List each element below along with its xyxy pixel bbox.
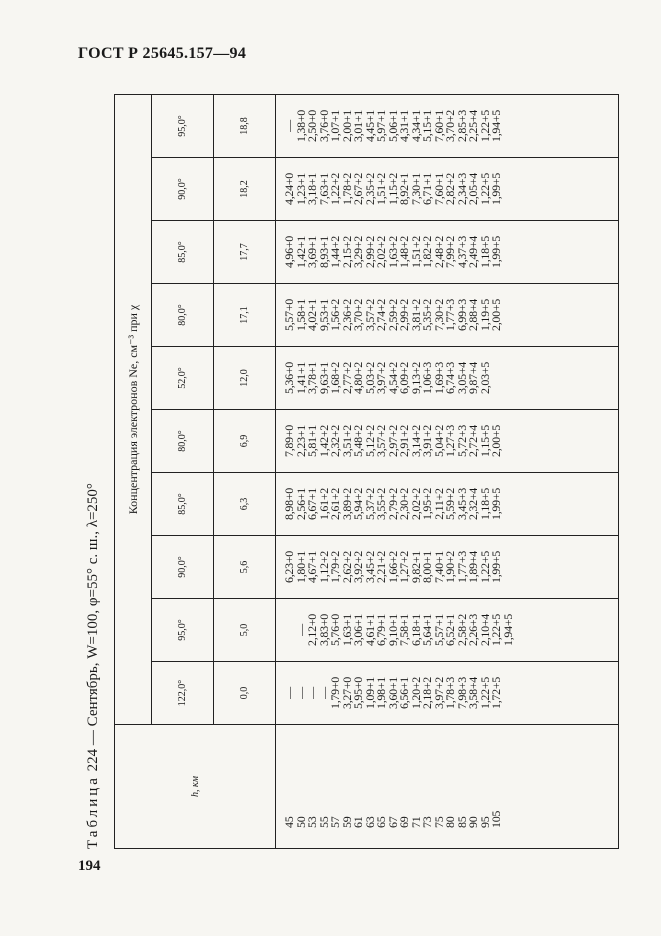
concentration-value: 4,45+1 [362, 110, 377, 142]
h-value: 61 [351, 816, 365, 828]
concentration-value: 4,54+2 [385, 362, 400, 394]
h-value: 80 [443, 816, 457, 828]
concentration-value: 4,61+1 [362, 614, 377, 646]
concentration-value: 2,21+2 [374, 551, 388, 583]
concentration-value: 5,12+2 [362, 425, 377, 457]
concentration-value: 1,72+5 [489, 677, 503, 709]
concentration-value: 6,18+1 [408, 614, 423, 646]
concentration-value: 7,60+1 [431, 173, 446, 205]
concentration-value: 2,79+2 [385, 488, 400, 520]
concentration-value: 7,30+1 [408, 173, 423, 205]
concentration-value: 8,98+0 [282, 488, 296, 520]
data-column [276, 158, 619, 221]
concentration-value: 4,24+0 [282, 173, 296, 205]
concentration-value: 3,97+2 [374, 362, 388, 394]
concentration-value: 2,02+2 [374, 236, 388, 268]
concentration-value: 5,94+2 [351, 488, 365, 520]
time-header: 12,0 [214, 347, 276, 410]
concentration-value: 3,18+1 [305, 173, 319, 205]
concentration-value: 1,63+1 [339, 614, 354, 646]
concentration-value: 1,20+2 [408, 677, 423, 709]
time-header: 18,8 [214, 94, 276, 157]
concentration-value: 1,27+2 [397, 551, 411, 583]
concentration-value: — [282, 120, 296, 132]
concentration-value: 2,23+1 [293, 425, 308, 457]
concentration-value: 1,41+1 [293, 362, 308, 394]
angle-header: 90,0° [152, 536, 214, 599]
concentration-value: 2,61+2 [328, 488, 342, 520]
h-value: 65 [374, 816, 388, 828]
concentration-value: 3,81+2 [408, 299, 423, 331]
concentration-value: 8,93+1 [316, 236, 331, 268]
concentration-value: 4,02+1 [305, 299, 319, 331]
time-header: 6,3 [214, 473, 276, 536]
concentration-value: 2,26+3 [466, 614, 480, 646]
data-column [276, 221, 619, 284]
h-value: 105 [489, 810, 503, 828]
concentration-value: 2,99+2 [362, 236, 377, 268]
concentration-value: 7,98+3 [454, 677, 469, 709]
concentration-value: 1,98+1 [374, 677, 388, 709]
concentration-value: 9,53+1 [316, 299, 331, 331]
concentration-value: 2,18+2 [420, 677, 434, 709]
concentration-value: 5,06+1 [385, 110, 400, 142]
concentration-value: 7,58+1 [397, 614, 411, 646]
concentration-value: 1,61+2 [316, 488, 331, 520]
angle-header: 90,0° [152, 158, 214, 221]
concentration-value: 2,00+5 [489, 299, 503, 331]
concentration-value: 5,95+0 [351, 677, 365, 709]
angle-header: 95,0° [152, 94, 214, 157]
concentration-value: 5,04+2 [431, 425, 446, 457]
concentration-value: 1,48+2 [397, 236, 411, 268]
concentration-value: 1,58+1 [293, 299, 308, 331]
concentration-value: 3,83+0 [316, 614, 331, 646]
concentration-value: 2,99+2 [397, 299, 411, 331]
concentration-value: 6,23+0 [282, 551, 296, 583]
concentration-value: 6,99+3 [454, 299, 469, 331]
concentration-value: 3,27+0 [339, 677, 354, 709]
concentration-value: 9,63+1 [316, 362, 331, 394]
concentration-value: 2,32+2 [328, 425, 342, 457]
concentration-value: 1,22+5 [477, 110, 492, 142]
table-caption [72, 95, 114, 849]
concentration-value: 1,56+2 [328, 299, 342, 331]
concentration-value: 2,02+2 [408, 488, 423, 520]
concentration-value: 2,59+2 [385, 299, 400, 331]
concentration-value: 2,88+4 [466, 299, 480, 331]
concentration-value: 2,11+2 [431, 488, 446, 520]
concentration-value: 3,29+2 [351, 236, 365, 268]
angle-header: 85,0° [152, 473, 214, 536]
concentration-value: 5,57+0 [282, 299, 296, 331]
concentration-value: 4,31+1 [397, 110, 411, 142]
concentration-value: 2,58+2 [454, 614, 469, 646]
concentration-value: 1,18+5 [477, 236, 492, 268]
concentration-value: 1,44+2 [328, 236, 342, 268]
concentration-value: 5,97+1 [374, 110, 388, 142]
concentration-value: 1,22+5 [477, 173, 492, 205]
concentration-value: 1,06+3 [420, 362, 434, 394]
concentration-value: 7,30+2 [431, 299, 446, 331]
h-column-header: h, км [115, 725, 276, 849]
h-value: 90 [466, 816, 480, 828]
concentration-value: 1,66+2 [385, 551, 400, 583]
concentration-value: 2,56+1 [293, 488, 308, 520]
concentration-value: 2,25+4 [466, 110, 480, 142]
h-value: 67 [385, 816, 400, 828]
time-header: 18,2 [214, 158, 276, 221]
concentration-value: 9,13+2 [408, 362, 423, 394]
concentration-value: 3,92+2 [351, 551, 365, 583]
concentration-value: 2,67+2 [351, 173, 365, 205]
concentration-value: 6,71+1 [420, 173, 434, 205]
concentration-value: 5,81+1 [305, 425, 319, 457]
concentration-value: 1,77+3 [443, 299, 457, 331]
concentration-value: 1,99+5 [489, 551, 503, 583]
concentration-value: 1,18+5 [477, 488, 492, 520]
concentration-value: 1,78+2 [339, 173, 354, 205]
concentration-value: 8,00+1 [420, 551, 434, 583]
concentration-value: 4,67+1 [305, 551, 319, 583]
concentration-value: — [316, 687, 331, 699]
concentration-value: 7,99+2 [443, 236, 457, 268]
caption-text: 224 — Сентябрь, W=100, φ=55° с. ш., λ=250° [84, 483, 101, 772]
concentration-value: 3,69+1 [305, 236, 319, 268]
concentration-value: 3,14+2 [408, 425, 423, 457]
data-column [276, 662, 619, 725]
concentration-value: 1,23+1 [293, 173, 308, 205]
page-number: 194 [78, 858, 101, 874]
concentration-value: 1,94+5 [500, 614, 515, 646]
concentration-value: 2,36+2 [339, 299, 354, 331]
concentration-value: 2,77+2 [339, 362, 354, 394]
angle-header: 80,0° [152, 284, 214, 347]
caption-prefix: Таблица [84, 775, 101, 849]
concentration-value: 1,42+1 [293, 236, 308, 268]
concentration-value: 4,34+1 [408, 110, 423, 142]
electron-concentration-table [114, 94, 619, 849]
concentration-value: 3,91+2 [420, 425, 434, 457]
concentration-value: 1,19+5 [477, 299, 492, 331]
concentration-value: 1,07+1 [328, 110, 342, 142]
angle-header: 95,0° [152, 599, 214, 662]
concentration-value: 2,74+2 [374, 299, 388, 331]
concentration-value: 3,51+2 [339, 425, 354, 457]
concentration-value: 3,78+1 [305, 362, 319, 394]
concentration-value: 3,55+2 [374, 488, 388, 520]
concentration-value: — [293, 687, 308, 699]
concentration-value: 2,30+2 [397, 488, 411, 520]
data-column [276, 347, 619, 410]
concentration-value: 1,78+3 [443, 677, 457, 709]
concentration-value: 1,12+2 [316, 551, 331, 583]
h-value: 59 [339, 816, 354, 828]
concentration-value: 2,15+2 [339, 236, 354, 268]
concentration-value: 5,15+1 [420, 110, 434, 142]
concentration-value: 1,09+1 [362, 677, 377, 709]
concentration-value: 1,94+5 [489, 110, 503, 142]
h-value: 45 [282, 816, 296, 828]
concentration-value: 5,48+2 [351, 425, 365, 457]
concentration-value: 1,99+5 [489, 236, 503, 268]
concentration-value: 3,57+2 [374, 425, 388, 457]
concentration-value: 2,62+2 [339, 551, 354, 583]
concentration-value: 6,67+1 [305, 488, 319, 520]
concentration-value: 1,51+2 [374, 173, 388, 205]
h-value: 55 [316, 816, 331, 828]
concentration-value: 1,38+0 [293, 110, 308, 142]
concentration-value: 3,70+2 [351, 299, 365, 331]
angle-header: 122,0° [152, 662, 214, 725]
concentration-value: 9,87+4 [466, 362, 480, 394]
concentration-value: 4,80+2 [351, 362, 365, 394]
concentration-value: 2,97+2 [385, 425, 400, 457]
concentration-value: 3,60+1 [385, 677, 400, 709]
concentration-value: 1,15+2 [385, 173, 400, 205]
data-column [276, 599, 619, 662]
concentration-value: 1,42+2 [316, 425, 331, 457]
concentration-value: 6,56+1 [397, 677, 411, 709]
h-value: 75 [431, 816, 446, 828]
concentration-value: 1,63+2 [385, 236, 400, 268]
concentration-value: — [305, 687, 319, 699]
h-value: 50 [293, 816, 308, 828]
angle-header: 80,0° [152, 410, 214, 473]
time-header: 5,0 [214, 599, 276, 662]
concentration-value: 9,82+1 [408, 551, 423, 583]
concentration-value: 6,79+1 [374, 614, 388, 646]
concentration-value: 2,72+4 [466, 425, 480, 457]
concentration-value: 2,50+0 [305, 110, 319, 142]
concentration-value: 7,60+1 [431, 110, 446, 142]
h-value: 85 [454, 816, 469, 828]
concentration-value: 1,77+3 [454, 551, 469, 583]
concentration-value: 3,45+3 [454, 488, 469, 520]
time-header: 17,7 [214, 221, 276, 284]
concentration-value: — [293, 624, 308, 636]
data-column [276, 536, 619, 599]
concentration-value: 5,35+2 [420, 299, 434, 331]
concentration-value: 5,57+1 [431, 614, 446, 646]
concentration-value: 6,52+1 [443, 614, 457, 646]
time-header: 6,9 [214, 410, 276, 473]
concentration-value: 1,68+2 [328, 362, 342, 394]
concentration-value: 2,00+5 [489, 425, 503, 457]
concentration-value: 2,35+2 [362, 173, 377, 205]
concentration-value: 2,32+4 [466, 488, 480, 520]
concentration-value: 1,22+5 [489, 614, 503, 646]
concentration-value: 2,48+2 [431, 236, 446, 268]
concentration-value: 2,10+4 [477, 614, 492, 646]
concentration-value: 1,15+5 [477, 425, 492, 457]
concentration-value: 3,58+4 [466, 677, 480, 709]
concentration-value: 3,06+1 [351, 614, 365, 646]
concentration-value: 1,22+5 [477, 551, 492, 583]
rotated-table-block [72, 95, 552, 849]
concentration-value: 7,89+0 [282, 425, 296, 457]
concentration-value: 1,82+2 [420, 236, 434, 268]
concentration-value: 2,82+2 [443, 173, 457, 205]
concentration-value: 3,70+2 [443, 110, 457, 142]
concentration-value: 6,09+2 [397, 362, 411, 394]
concentration-value: 5,72+3 [454, 425, 469, 457]
concentration-value: 4,37+3 [454, 236, 469, 268]
h-value: 95 [477, 816, 492, 828]
concentration-value: 1,99+5 [489, 173, 503, 205]
concentration-value: 5,03+2 [362, 362, 377, 394]
time-header: 17,1 [214, 284, 276, 347]
h-value: 73 [420, 816, 434, 828]
concentration-value: 2,03+5 [477, 362, 492, 394]
data-column [276, 94, 619, 157]
h-values-cell [276, 725, 619, 849]
concentration-value: 1,95+2 [420, 488, 434, 520]
concentration-value: 6,74+3 [443, 362, 457, 394]
angle-header: 52,0° [152, 347, 214, 410]
concentration-value: 1,51+2 [408, 236, 423, 268]
concentration-value: 8,92+1 [397, 173, 411, 205]
concentration-value: 2,05+4 [466, 173, 480, 205]
concentration-value: 5,76+0 [328, 614, 342, 646]
time-header: 0,0 [214, 662, 276, 725]
concentration-value: 5,64+1 [420, 614, 434, 646]
concentration-value: — [282, 687, 296, 699]
concentration-value: 2,12+0 [305, 614, 319, 646]
concentration-value: 3,97+2 [431, 677, 446, 709]
data-column [276, 473, 619, 536]
concentration-value: 5,37+2 [362, 488, 377, 520]
angle-header: 85,0° [152, 221, 214, 284]
h-value: 53 [305, 816, 319, 828]
concentration-value: 1,27+3 [443, 425, 457, 457]
time-header: 5,6 [214, 536, 276, 599]
concentration-value: 2,85+3 [454, 110, 469, 142]
concentration-value: 1,79+0 [328, 677, 342, 709]
h-value: 69 [397, 816, 411, 828]
h-value: 57 [328, 816, 342, 828]
concentration-value: 2,49+4 [466, 236, 480, 268]
concentration-value: 1,80+1 [293, 551, 308, 583]
concentration-value: 2,34+3 [454, 173, 469, 205]
concentration-value: 1,90+2 [443, 551, 457, 583]
h-value: 63 [362, 816, 377, 828]
concentration-value: 4,96+0 [282, 236, 296, 268]
concentration-value: 3,45+2 [362, 551, 377, 583]
concentration-value: 5,36+0 [282, 362, 296, 394]
concentration-value: 3,05+4 [454, 362, 469, 394]
concentration-value: 7,63+1 [316, 173, 331, 205]
data-column [276, 410, 619, 473]
concentration-value: 2,91+2 [397, 425, 411, 457]
concentration-value: 3,57+2 [362, 299, 377, 331]
data-column [276, 284, 619, 347]
concentration-value: 2,00+1 [339, 110, 354, 142]
h-value: 71 [408, 816, 423, 828]
concentration-value: 3,89+2 [339, 488, 354, 520]
concentration-value: 3,76+0 [316, 110, 331, 142]
standard-header: ГОСТ Р 25645.157—94 [78, 45, 247, 62]
concentration-value: 1,79+2 [328, 551, 342, 583]
concentration-value: 7,40+1 [431, 551, 446, 583]
concentration-value: 1,22+5 [477, 677, 492, 709]
concentration-value: 1,22+2 [328, 173, 342, 205]
concentration-value: 1,99+5 [489, 488, 503, 520]
group-header: Концентрация электронов Ne, см⁻³ при χ [115, 94, 152, 724]
concentration-value: 1,69+3 [431, 362, 446, 394]
concentration-value: 9,10+1 [385, 614, 400, 646]
concentration-value: 1,89+4 [466, 551, 480, 583]
concentration-value: 3,01+1 [351, 110, 365, 142]
concentration-value: 5,59+2 [443, 488, 457, 520]
